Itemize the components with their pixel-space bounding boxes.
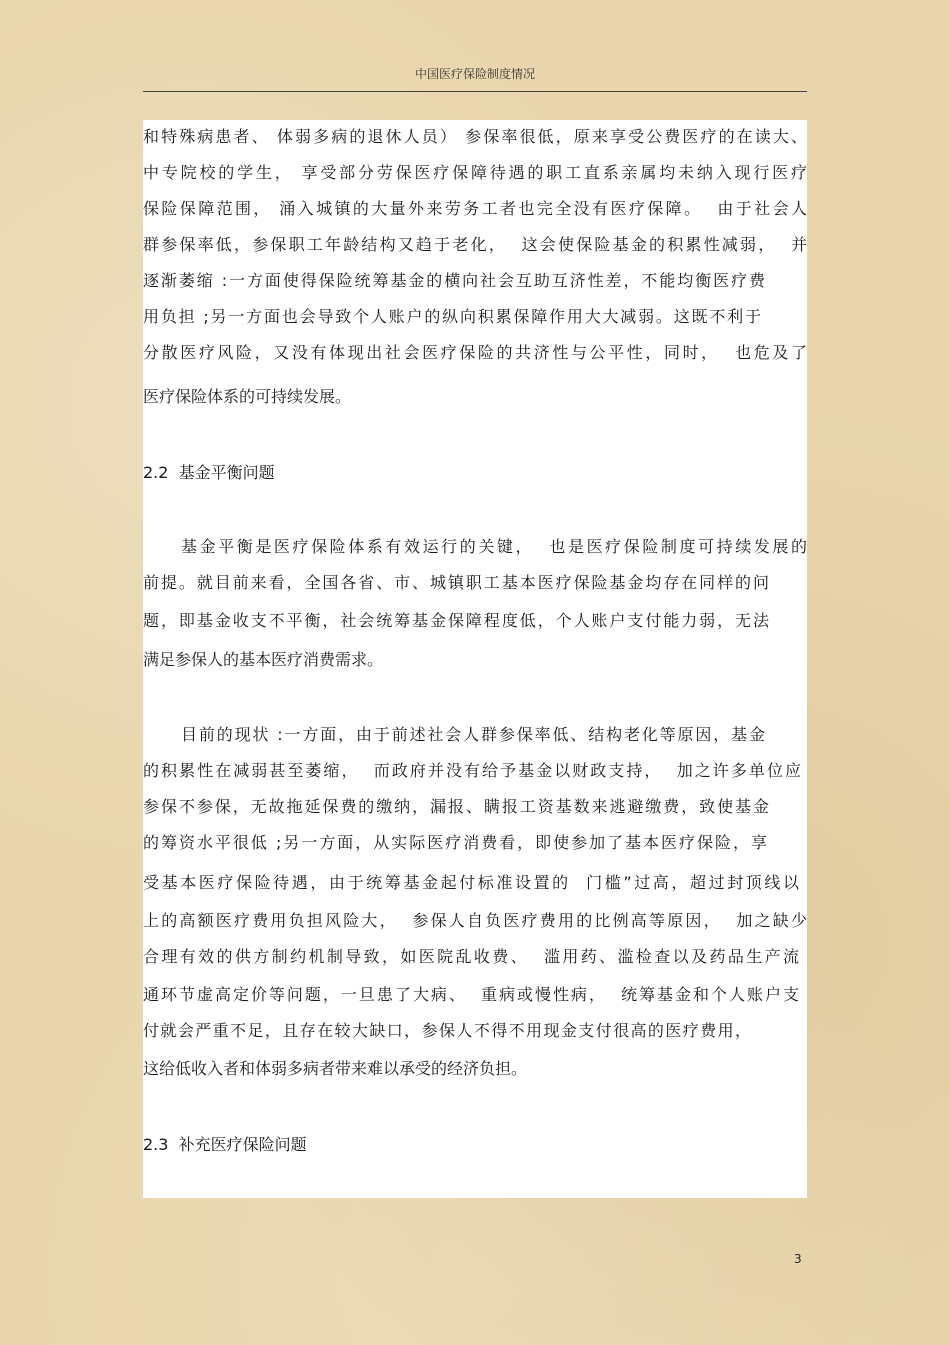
text-line: 保险保障范围， 涌入城镇的大量外来劳务工者也完全没有医疗保障。 由于社会人	[143, 199, 807, 218]
page-content	[143, 120, 807, 1198]
text-line: 受基本医疗保险待遇，由于统筹基金起付标准设置的 门槛”过高，超过封顶线以	[143, 873, 799, 892]
header-divider	[143, 91, 807, 92]
running-header-title: 中国医疗保险制度情况	[414, 67, 535, 81]
text-line: 中专院校的学生， 享受部分劳保医疗保障待遇的职工直系亲属均未纳入现行医疗	[143, 163, 807, 182]
text-line: 付就会严重不足，且存在较大缺口，参保人不得不用现金支付很高的医疗费用，	[143, 1021, 751, 1040]
text-line: 用负担 ;另一方面也会导致个人账户的纵向积累保障作用大大减弱。这既不利于	[143, 307, 761, 326]
text-line: 群参保率低，参保职工年龄结构又趋于老化， 这会使保险基金的积累性减弱， 并	[143, 235, 807, 254]
text-line: 的筹资水平很低 ;另一方面，从实际医疗消费看，即使参加了基本医疗保险，享	[143, 833, 767, 852]
text-line: 上的高额医疗费用负担风险大， 参保人自负医疗费用的比例高等原因， 加之缺少	[143, 911, 807, 930]
text-line: 基金平衡是医疗保险体系有效运行的关键， 也是医疗保险制度可持续发展的	[181, 537, 807, 556]
text-line: 目前的现状 :一方面，由于前述社会人群参保率低、结构老化等原因，基金	[181, 725, 765, 744]
text-line: 医疗保险体系的可持续发展。	[143, 387, 352, 406]
text-line: 和特殊病患者、 体弱多病的退休人员） 参保率很低，原来享受公费医疗的在读大、	[143, 127, 807, 146]
text-line: 通环节虚高定价等问题，一旦患了大病、 重病或慢性病， 统筹基金和个人账户支	[143, 985, 799, 1004]
text-line: 满足参保人的基本医疗消费需求。	[143, 650, 384, 669]
section-heading: 2.2 基金平衡问题	[143, 463, 275, 482]
section-heading: 2.3 补充医疗保险问题	[143, 1135, 307, 1154]
text-line: 合理有效的供方制约机制导致，如医院乱收费、 滥用药、滥检查以及药品生产流	[143, 947, 799, 966]
text-line: 前提。就目前来看，全国各省、市、城镇职工基本医疗保险基金均存在同样的问	[143, 573, 769, 592]
text-line: 分散医疗风险，又没有体现出社会医疗保险的共济性与公平性，同时， 也危及了	[143, 343, 807, 362]
text-line: 参保不参保，无故拖延保费的缴纳，漏报、瞒报工资基数来逃避缴费，致使基金	[143, 797, 769, 816]
page-number: 3	[794, 1252, 802, 1266]
text-line: 逐渐萎缩 :一方面使得保险统筹基金的横向社会互助互济性差，不能均衡医疗费	[143, 271, 765, 290]
text-line: 这给低收入者和体弱多病者带来难以承受的经济负担。	[143, 1059, 528, 1078]
text-line: 题，即基金收支不平衡，社会统筹基金保障程度低，个人账户支付能力弱，无法	[143, 611, 769, 630]
text-line: 的积累性在减弱甚至萎缩， 而政府并没有给予基金以财政支持， 加之许多单位应	[143, 761, 801, 780]
